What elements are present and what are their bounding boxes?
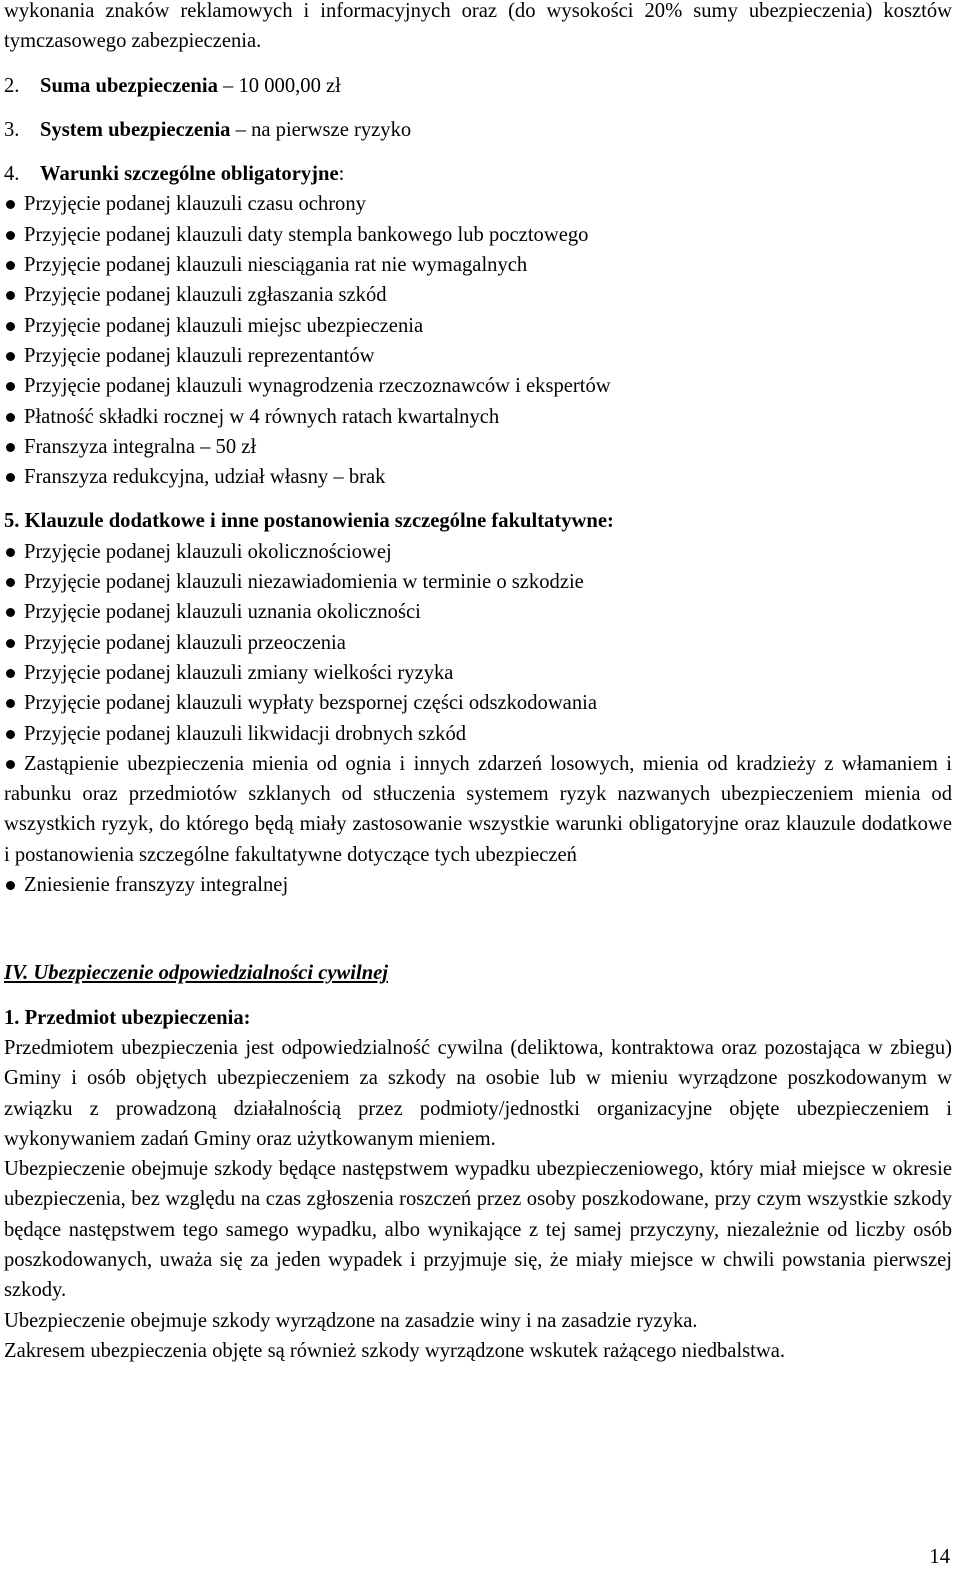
bullet-icon [6,669,15,678]
bullet-icon [6,548,15,557]
list-item-text: Przyjęcie podanej klauzuli wynagrodzenia rzeczoznawców i ekspertów [24,375,611,398]
item-2 [4,71,952,101]
list-item [4,567,952,597]
item-4-number: 4. [4,163,20,186]
bullet-icon [6,473,15,482]
list-item [4,250,952,280]
list-item [4,658,952,688]
intro-paragraph: wykonania znaków reklamowych i informacyjnych oraz (do wysokości 20% sumy ubezpieczenia) kosztów tymczasowego zabezpieczenia. [4,0,952,53]
bullet-icon [6,382,15,391]
bullet-icon [6,200,15,209]
list-item [4,341,952,371]
section-paragraph: Zakresem ubezpieczenia objęte są również szkody wyrządzone wskutek rażącego niedbalstwa. [4,1339,786,1362]
list-item-text: Przyjęcie podanej klauzuli daty stempla bankowego lub pocztowego [24,223,589,246]
section-heading: IV. Ubezpieczenie odpowiedzialności cywilnej [4,962,389,985]
list-item-text: Płatność składki rocznej w 4 równych ratach kwartalnych [24,405,500,428]
bullet-icon [6,578,15,587]
bullet-icon [6,881,15,890]
item-5 [4,506,952,536]
section-subheading: 1. Przedmiot ubezpieczenia: [4,1006,251,1029]
list-item [4,311,952,341]
bullet-icon [6,608,15,617]
bullet-icon [6,231,15,240]
list-item-text: Przyjęcie podanej klauzuli czasu ochrony [24,193,366,216]
list-item-text: Przyjęcie podanej klauzuli miejsc ubezpieczenia [24,314,424,337]
item-5-label: Klauzule dodatkowe i inne postanowienia szczególne fakultatywne: [24,510,614,533]
item-3 [4,115,952,145]
bullet-icon [6,443,15,452]
item-2-label: Suma ubezpieczenia [40,74,218,97]
item-5-number: 5. [4,510,20,533]
item-3-number: 3. [4,118,20,141]
list-item [4,432,952,462]
list-item [4,870,952,900]
list-item [4,220,952,250]
bullet-icon [6,261,15,270]
bullet-icon [6,322,15,331]
list-item [4,537,952,567]
list-item-text: Franszyza integralna – 50 zł [24,435,257,458]
list-item [4,628,952,658]
list-item [4,189,952,219]
bullet-icon [6,413,15,422]
list-item-text: Franszyza redukcyjna, udział własny – brak [24,466,386,489]
item-4-suffix: : [338,163,345,186]
list-item [4,597,952,627]
list-item [4,371,952,401]
list-item-text: Przyjęcie podanej klauzuli zmiany wielkości ryzyka [24,661,454,684]
item-4-label: Warunki szczególne obligatoryjne [40,163,339,186]
item-2-value: – 10 000,00 zł [217,74,341,97]
list-item-text: Zastąpienie ubezpieczenia mienia od ognia i innych zdarzeń losowych, mienia od kradzieży z włamaniem i rabunku oraz przedmiotów szklanych od stłuczenia systemem ryzyk nazwanych ubezpieczeniem mienia od wszystkich ryzyk, do którego będą miały zastosowanie wszystkie warunki obligatoryjne oraz klauzule dodatkowe i postanowienia szczególne fakultatywne dotyczące tych ubezpieczeń [4,752,952,866]
list-item [4,462,952,492]
list-item-text: Przyjęcie podanej klauzuli reprezentantów [24,344,375,367]
list-item-text: Przyjęcie podanej klauzuli niesciągania rat nie wymagalnych [24,254,528,277]
list-item-text: Przyjęcie podanej klauzuli uznania okoliczności [24,601,421,624]
document-page [4,0,952,1366]
bullet-icon [6,639,15,648]
item-3-label: System ubezpieczenia [40,118,231,141]
list-item [4,280,952,310]
list-item-text: Zniesienie franszyzy integralnej [24,874,289,897]
list-item-text: Przyjęcie podanej klauzuli niezawiadomienia w terminie o szkodzie [24,571,584,594]
section-paragraph: Ubezpieczenie obejmuje szkody będące następstwem wypadku ubezpieczeniowego, który miał miejsce w okresie ubezpieczenia, bez względu na czas zgłoszenia roszczeń przez osoby poszkodowane, przy czym wszystkie szkody będące następstwem tego samego wypadku, albo wynikające z tej samej przyczyny, niezależnie od liczby osób poszkodowanych, uważa się za jeden wypadek i przyjmuje się, że miały miejsce w chwili powstania pierwszej szkody. [4,1158,952,1302]
list-item [4,719,952,749]
list-item [4,402,952,432]
bullet-icon [6,699,15,708]
item-4 [4,159,952,189]
section-paragraph: Ubezpieczenie obejmuje szkody wyrządzone na zasadzie winy i na zasadzie ryzyka. [4,1309,698,1332]
item-5-bullet-list [4,537,952,901]
bullet-icon [6,730,15,739]
list-item-text: Przyjęcie podanej klauzuli wypłaty bezspornej części odszkodowania [24,692,597,715]
list-item-text: Przyjęcie podanej klauzuli okolicznościowej [24,540,392,563]
list-item-text: Przyjęcie podanej klauzuli przeoczenia [24,631,346,654]
list-item-text: Przyjęcie podanej klauzuli zgłaszania szkód [24,284,387,307]
list-item [4,749,952,870]
item-2-number: 2. [4,74,20,97]
bullet-icon [6,760,15,769]
list-item-text: Przyjęcie podanej klauzuli likwidacji drobnych szkód [24,722,467,745]
list-item [4,688,952,718]
page-number: 14 [929,1546,950,1568]
bullet-icon [6,352,15,361]
item-4-bullet-list [4,189,952,492]
bullet-icon [6,291,15,300]
section-paragraph: Przedmiotem ubezpieczenia jest odpowiedzialność cywilna (deliktowa, kontraktowa oraz pozostająca w zbiegu) Gminy i osób objętych ubezpieczeniem za szkody na osobie lub w mieniu wyrządzone poszkodowanym w związku z prowadzoną działalnością przez podmioty/jednostki organizacyjne objęte ubezpieczeniem i wykonywaniem zadań Gminy oraz użytkowanym mieniem. [4,1036,952,1150]
item-3-value: – na pierwsze ryzyko [230,118,412,141]
